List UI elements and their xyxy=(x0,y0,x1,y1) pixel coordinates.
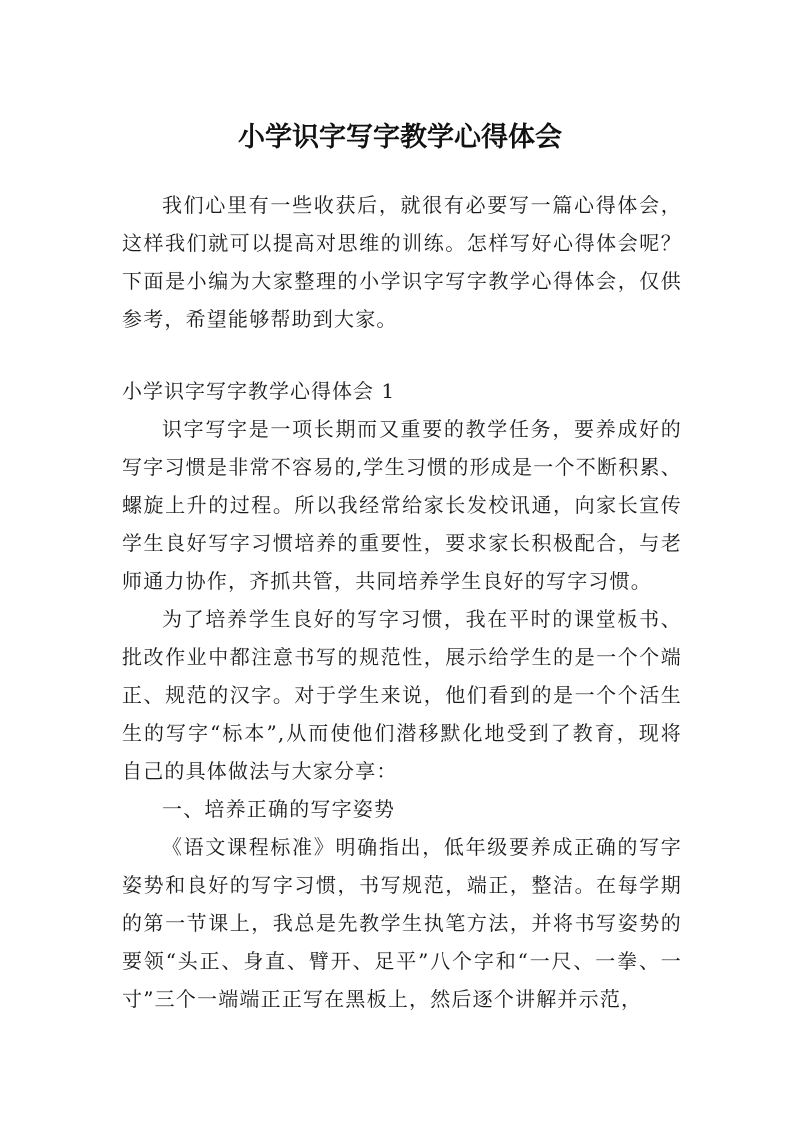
page-title: 小学识字写字教学心得体会 xyxy=(238,122,562,154)
body-paragraph: 《语文课程标准》明确指出，低年级要养成正确的写字姿势和良好的写字习惯，书写规范，端正，整洁。在每学期的第一节课上，我总是先教学生执笔方法，并将书写姿势的要领“头正、身直、臂开、足平”八个字和“一尺、一拳、一寸”三个一端端正正写在黑板上，然后逐个讲解并示范， xyxy=(122,835,682,1011)
intro-paragraph: 我们心里有一些收获后，就很有必要写一篇心得体会，这样我们就可以提高对思维的训练。怎样写好心得体会呢？下面是小编为大家整理的小学识字写字教学心得体会，仅供参考，希望能够帮助到大家。 xyxy=(122,193,682,331)
subsection-heading: 一、培养正确的写字姿势 xyxy=(162,797,396,821)
body-paragraph: 为了培养学生良好的写字习惯，我在平时的课堂板书、批改作业中都注意书写的规范性，展示给学生的是一个个端正、规范的汉字。对于学生来说，他们看到的是一个个活生生的写字“标本”,从而使他们潜移默化地受到了教育，现将自己的具体做法与大家分享： xyxy=(122,607,682,783)
body-paragraph: 识字写字是一项长期而又重要的教学任务，要养成好的写字习惯是非常不容易的,学生习惯的形成是一个不断积累、螺旋上升的过程。所以我经常给家长发校讯通，向家长宣传学生良好写字习惯培养的重要性，要求家长积极配合，与老师通力协作，齐抓共管，共同培养学生良好的写字习惯。 xyxy=(122,417,682,593)
section-heading: 小学识字写字教学心得体会 1 xyxy=(122,379,396,403)
